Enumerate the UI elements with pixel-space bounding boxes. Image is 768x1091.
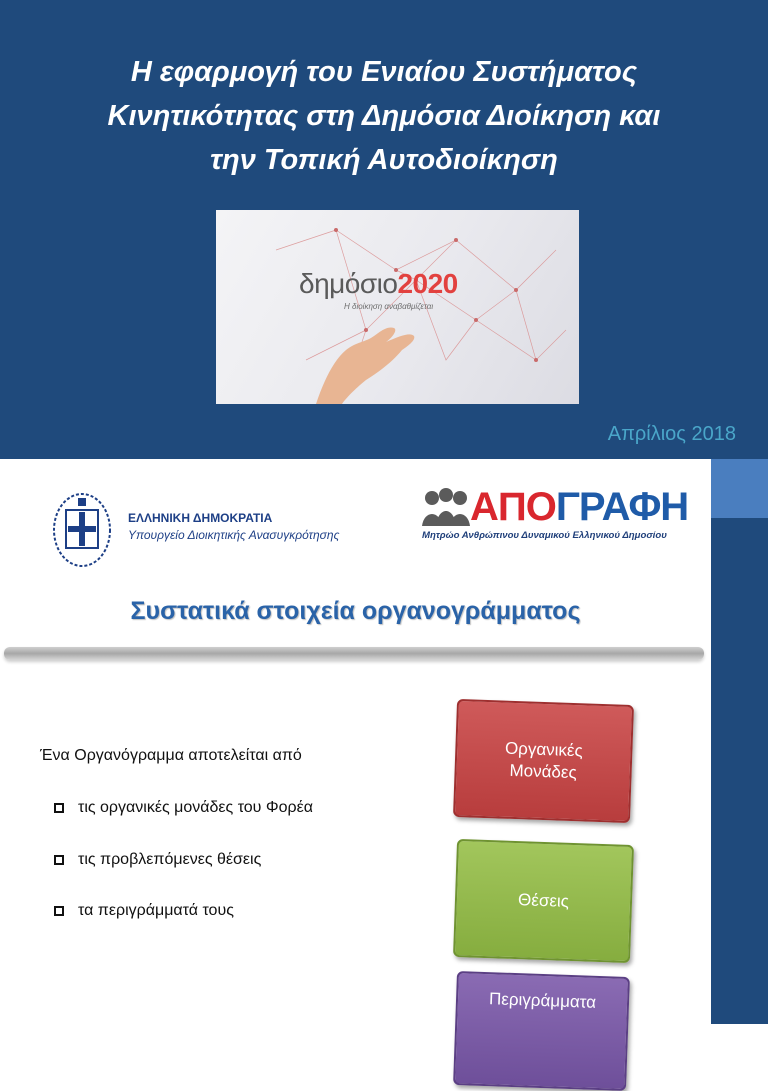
bullet-item (54, 902, 234, 920)
flow-box-units (453, 699, 634, 823)
hand-graphic (316, 327, 414, 404)
heading-divider (4, 647, 704, 660)
apografi-subtitle: Μητρώο Ανθρώπινου Δυναμικού Ελληνικού Δημοσίου (422, 530, 667, 541)
presentation-date: Απρίλιος 2018 (607, 423, 736, 445)
slide-heading: Συστατικά στοιχεία οργανογράμματος (130, 597, 581, 625)
title-line-2: Κινητικότητας στη Δημόσια Διοίκηση και (107, 100, 661, 132)
dimosio2020-banner (216, 210, 579, 404)
flow-box-label: Θέσεις (517, 890, 570, 911)
title-slide (0, 0, 768, 459)
flow-box-label: Περιγράμματα (488, 989, 597, 1012)
logo-year: 2020 (397, 268, 458, 299)
flow-box-positions (453, 839, 634, 963)
lead-text: Ένα Οργανόγραμμα αποτελείται από (40, 747, 302, 764)
checkbox-bullet-icon (54, 906, 64, 916)
bullet-item (54, 799, 313, 817)
logo-tagline: Η διοίκηση αναβαθμίζεται (344, 302, 434, 311)
bullet-text: τις οργανικές μονάδες του Φορέα (78, 799, 314, 816)
side-band-accent (711, 459, 768, 518)
slide-title (30, 50, 738, 182)
gov-name: ΕΛΛΗΝΙΚΗ ΔΗΜΟΚΡΑΤΙΑ (128, 511, 273, 525)
checkbox-bullet-icon (54, 855, 64, 865)
apografi-word-a: ΑΠΟ (470, 485, 556, 529)
apografi-wordmark (470, 484, 688, 530)
title-line-3: την Τοπική Αυτοδιοίκηση (210, 144, 558, 176)
bullet-item (54, 851, 261, 869)
title-line-1: Η εφαρμογή του Ενιαίου Συστήματος (130, 56, 638, 88)
logo-word: δημόσιο (299, 268, 398, 299)
checkbox-bullet-icon (54, 803, 64, 813)
bullet-text: τα περιγράμματά τους (78, 902, 234, 919)
apografi-logo (422, 482, 698, 546)
dimosio2020-logo (299, 268, 458, 300)
greek-coat-of-arms-icon (52, 490, 112, 568)
content-slide (0, 459, 768, 1024)
flow-box-descriptions (453, 971, 630, 1091)
apografi-word-b: ΓΡΑΦΗ (555, 485, 689, 529)
ministry-name: Υπουργείο Διοικητικής Ανασυγκρότησης (128, 528, 340, 542)
flow-box-label: Οργανικές Μονάδες (504, 738, 584, 783)
bullet-text: τις προβλεπόμενες θέσεις (78, 851, 262, 868)
side-band (711, 459, 768, 1024)
people-icon (422, 484, 470, 530)
